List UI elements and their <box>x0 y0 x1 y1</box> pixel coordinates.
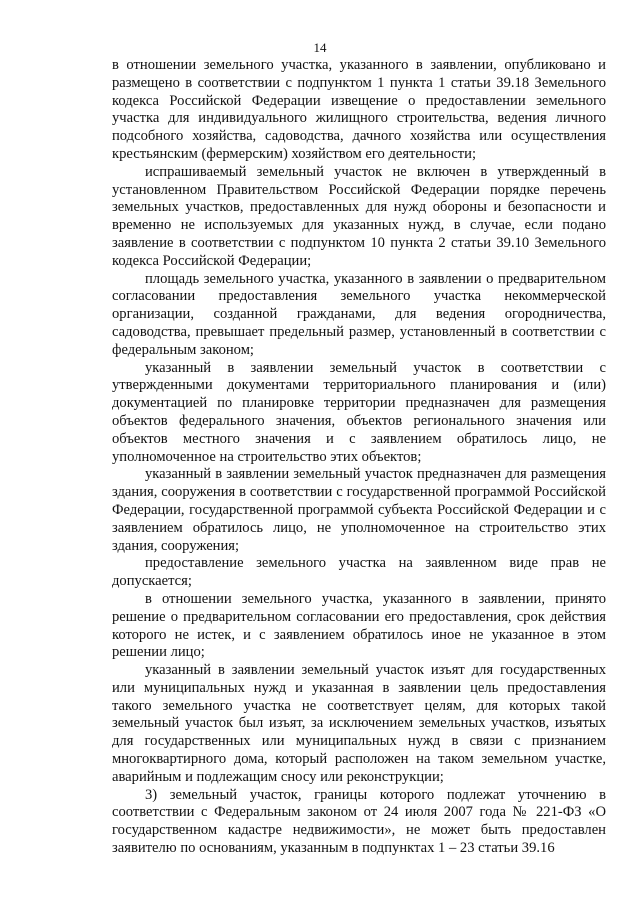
paragraph-boundaries-clarification: 3) земельный участок, границы которого подлежат уточнению в соответствии с Федеральным законом от 24 июля 2007 года № 221-ФЗ «О государственном кадастре недвижимости», не может быть предоставлен заявителю по основаниям, указанным в подпунктах 1 – 23 статьи 39.16 <box>112 786 606 857</box>
paragraph-state-program: указанный в заявлении земельный участок предназначен для размещения здания, сооружения в соответствии с государственной программой Российской Федерации, государственной программой субъекта Российской Федерации и с заявлением обратилось лицо, не уполномоченное на строительство этих здания, сооружения; <box>112 466 606 554</box>
paragraph-territorial-planning: указанный в заявлении земельный участок в соответствии с утвержденными документами территориального планирования и (или) документацией по планировке территории предназначен для размещения объектов федерального значения, объектов регионального значения или объектов местного значения и с заявлением обратилось лицо, не уполномоченное на строительство этих объектов; <box>112 359 606 465</box>
paragraph-area-limit: площадь земельного участка, указанного в заявлении о предварительном согласовании предоставления земельного участка некоммерческой организации, созданной гражданами, для ведения огородничества, садоводства, превышает предельный размер, установленный в соответствии с федеральным законом; <box>112 270 606 358</box>
paragraph-prior-decision: в отношении земельного участка, указанного в заявлении, принято решение о предварительном согласовании его предоставления, срок действия которого не истек, и с заявлением обратилось иное не указанное в этом решении лицо; <box>112 590 606 661</box>
document-body <box>112 57 606 858</box>
paragraph-rights-not-allowed: предоставление земельного участка на заявленном виде прав не допускается; <box>112 555 606 590</box>
page-number: 14 <box>313 40 327 55</box>
paragraph-defense-list: испрашиваемый земельный участок не включен в утвержденный в установленном Правительством Российской Федерации порядке перечень земельных участков, предоставленных для нужд обороны и безопасности и временно не используемых для указанных нужд, в случае, если подано заявление в соответствии с подпунктом 10 пункта 2 статьи 39.10 Земельного кодекса Российской Федерации; <box>112 163 606 269</box>
paragraph-seized-land: указанный в заявлении земельный участок изъят для государственных или муниципальных нужд и указанная в заявлении цель предоставления такого земельного участка не соответствует целям, для которых такой земельный участок был изъят, за исключением земельных участков, изъятых для государственных или муниципальных нужд в связи с признанием многоквартирного дома, который расположен на таком земельном участке, аварийным и подлежащим сносу или реконструкции; <box>112 662 606 785</box>
paragraph-published-notice: в отношении земельного участка, указанного в заявлении, опубликовано и размещено в соответствии с подпунктом 1 пункта 1 статьи 39.18 Земельного кодекса Российской Федерации извещение о предоставлении земельного участка для индивидуального жилищного строительства, ведения личного подсобного хозяйства, садоводства, дачного хозяйства или осуществления крестьянским (фермерским) хозяйством его деятельности; <box>112 57 606 162</box>
